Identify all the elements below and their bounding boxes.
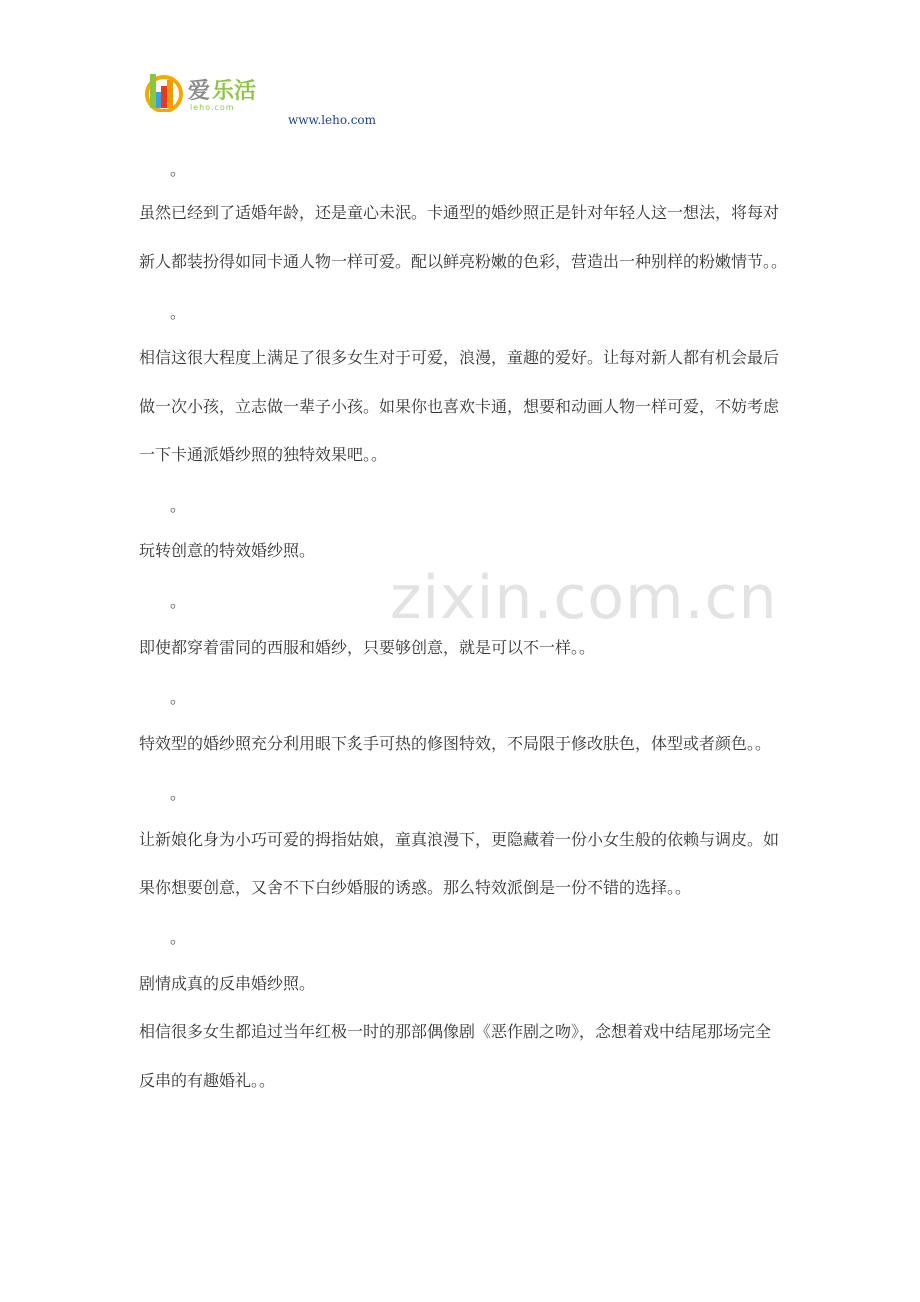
text-line: 玩转创意的特效婚纱照。 <box>139 541 316 560</box>
text-line: 让新娘化身为小巧可爱的拇指姑娘，童真浪漫下，更隐藏着一份小女生般的依赖与调皮。如 <box>139 830 780 849</box>
paragraph-dot: 。 <box>170 160 187 179</box>
paragraph-dot: 。 <box>170 496 187 515</box>
text-line: 新人都装扮得如同卡通人物一样可爱。配以鲜亮粉嫩的色彩，营造出一种别样的粉嫩情节。。 <box>139 252 788 271</box>
paragraph-dot: 。 <box>170 928 187 947</box>
text-line: 即使都穿着雷同的西服和婚纱，只要够创意，就是可以不一样。。 <box>139 638 596 657</box>
svg-text:leho.com: leho.com <box>190 103 235 112</box>
text-line: 特效型的婚纱照充分利用眼下炙手可热的修图特效，不局限于修改肤色，体型或者颜色。。 <box>139 734 772 753</box>
text-line: 相信这很大程度上满足了很多女生对于可爱，浪漫，童趣的爱好。让每对新人都有机会最后 <box>139 348 780 367</box>
watermark: zixin.com.cn <box>390 563 778 633</box>
paragraph-dot: 。 <box>170 303 187 322</box>
text-line: 反串的有趣婚礼。。 <box>139 1071 276 1090</box>
svg-text:爱: 爱 <box>188 79 211 104</box>
site-url[interactable]: www.leho.com <box>288 113 377 127</box>
leho-logo <box>142 72 284 112</box>
svg-text:乐活: 乐活 <box>212 79 257 104</box>
paragraph-dot: 。 <box>170 592 187 611</box>
text-line: 剧情成真的反串婚纱照。 <box>139 974 316 993</box>
text-line: 相信很多女生都追过当年红极一时的那部偶像剧《恶作剧之吻》，念想着戏中结尾那场完全 <box>139 1022 772 1041</box>
text-line: 做一次小孩，立志做一辈子小孩。如果你也喜欢卡通，想要和动画人物一样可爱，不妨考虑 <box>139 397 780 416</box>
text-line: 一下卡通派婚纱照的独特效果吧。。 <box>139 445 388 464</box>
text-line: 果你想要创意，又舍不下白纱婚服的诱惑。那么特效派倒是一份不错的选择。。 <box>139 878 692 897</box>
paragraph-dot: 。 <box>170 688 187 707</box>
paragraph-dot: 。 <box>170 784 187 803</box>
text-line: 虽然已经到了适婚年龄，还是童心未泯。卡通型的婚纱照正是针对年轻人这一想法，将每对 <box>139 203 780 222</box>
